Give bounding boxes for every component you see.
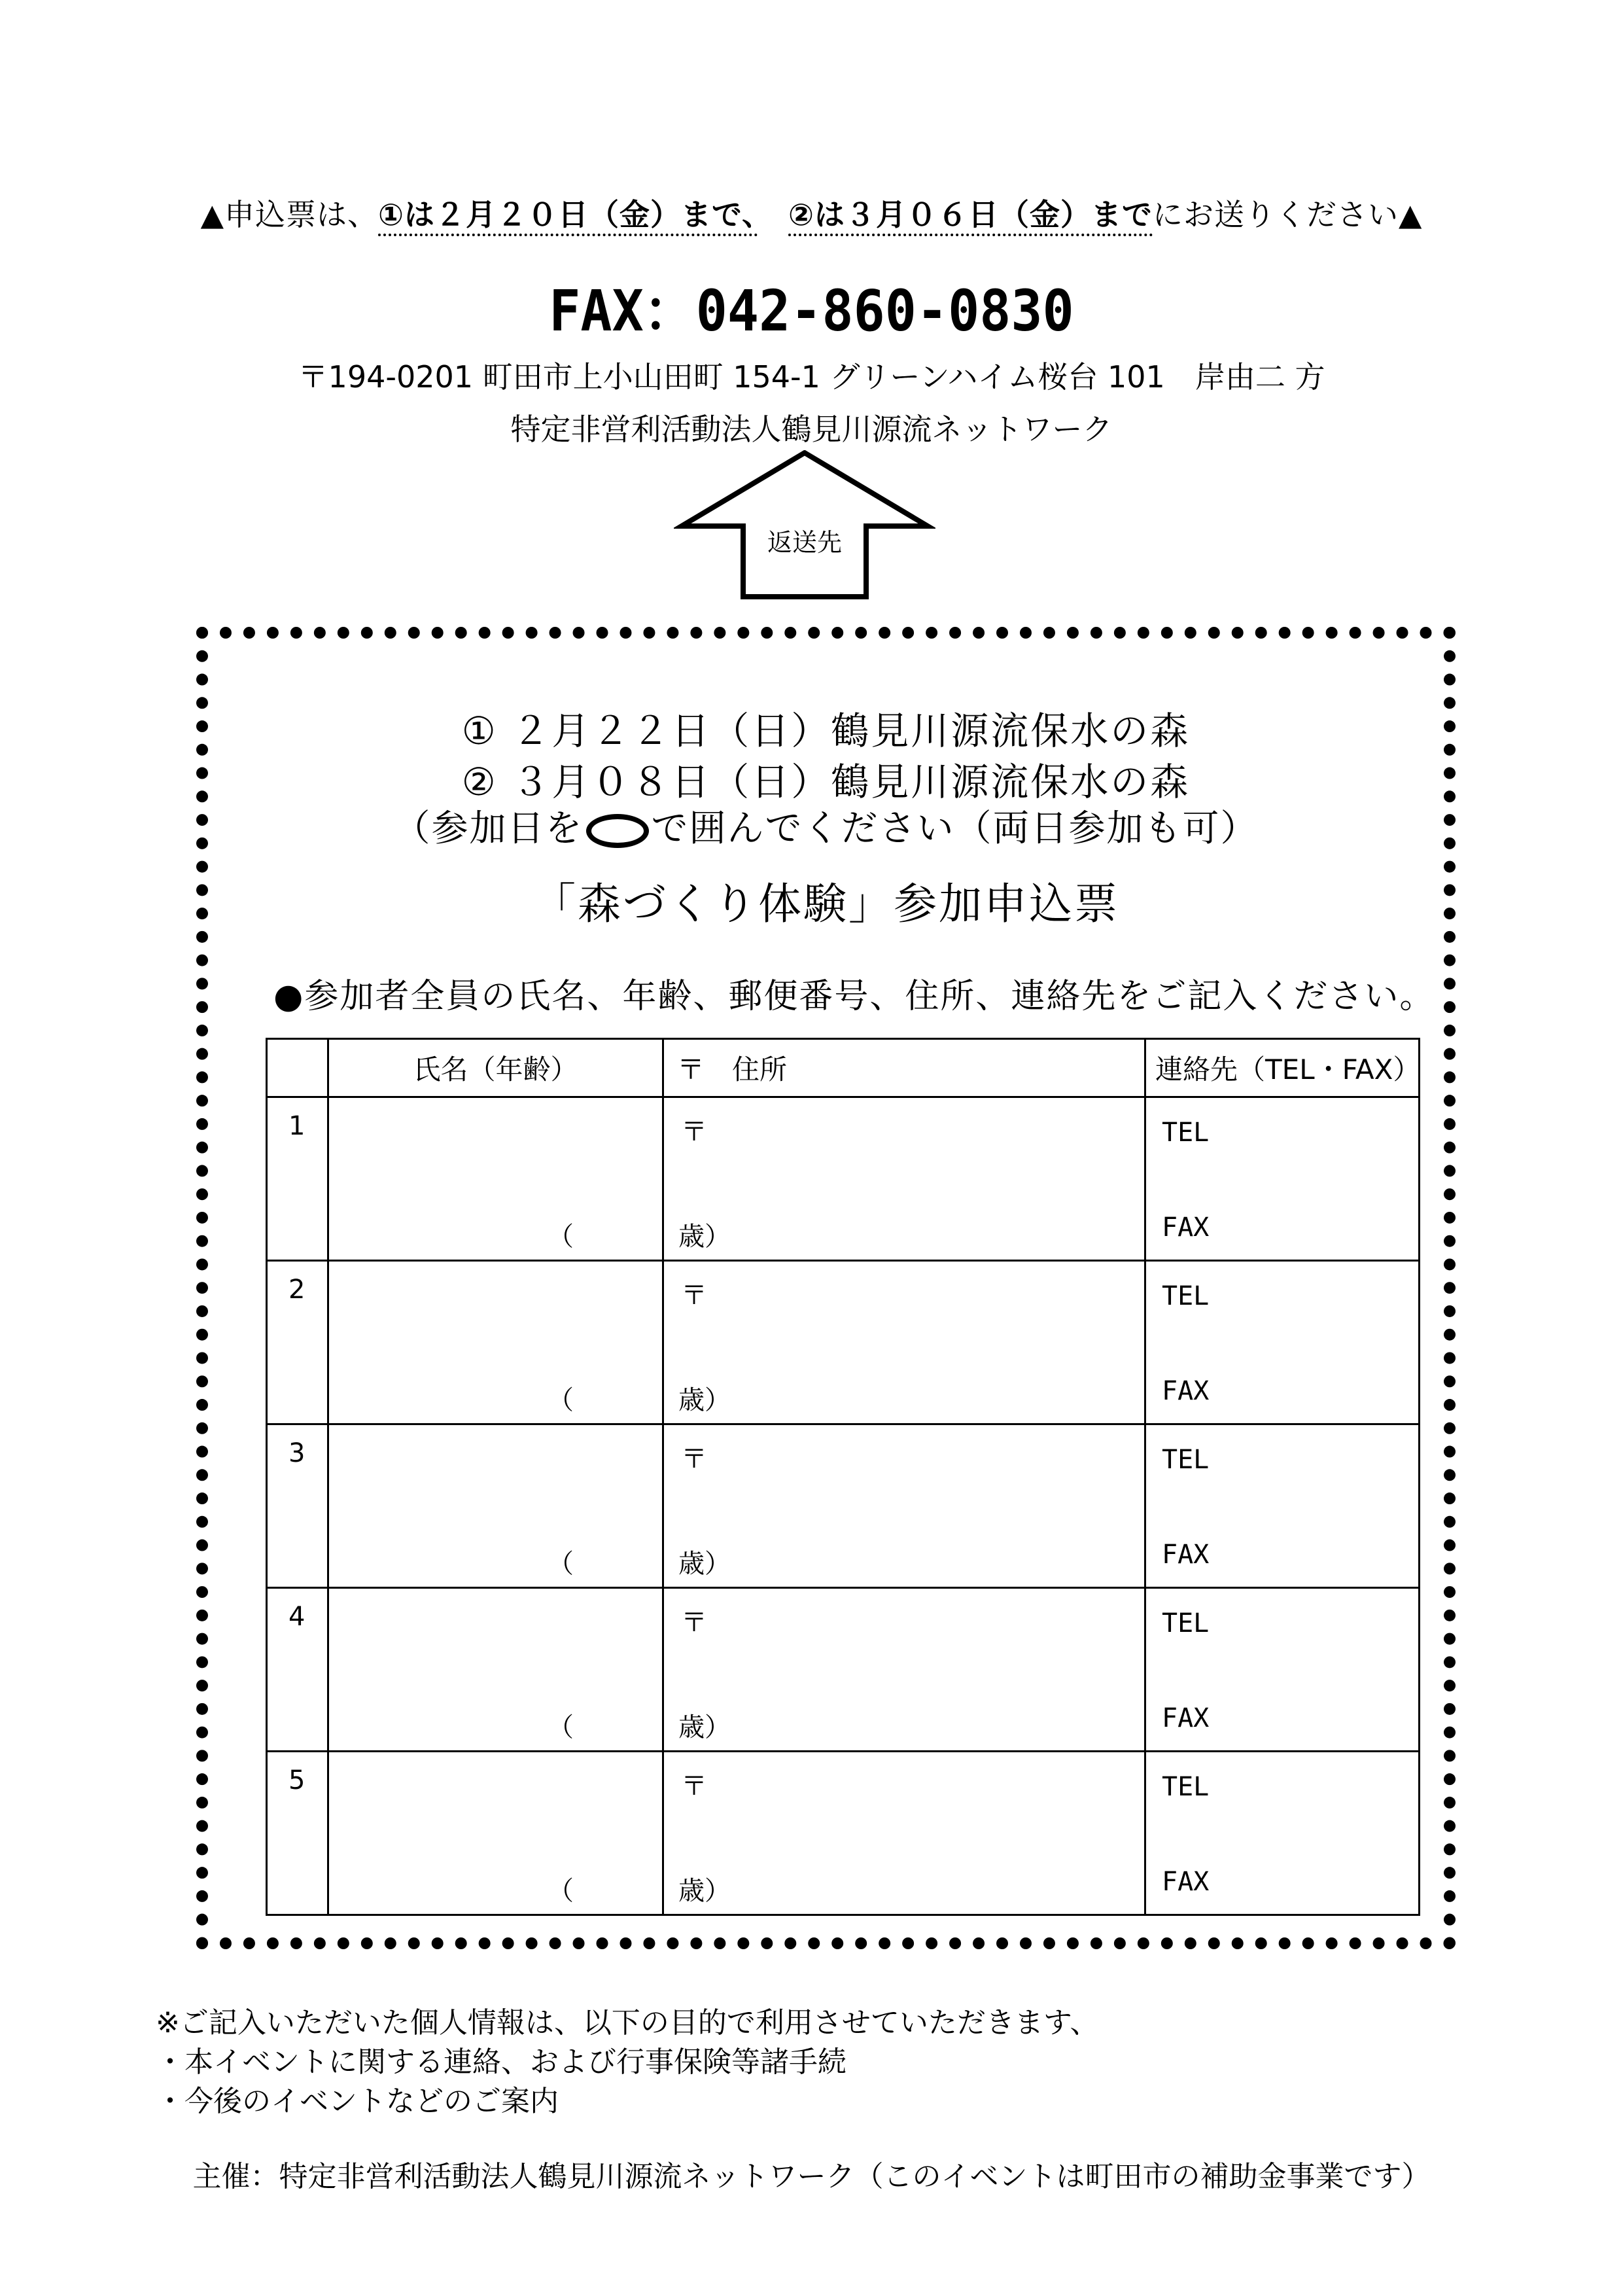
contact-cell[interactable] [1145, 1752, 1420, 1915]
row-number-cell [267, 1424, 328, 1588]
privacy-line: ※ご記入いただいた個人情報は、以下の目的で利用させていただきます、 [156, 2006, 1099, 2040]
row-number-cell [267, 1097, 328, 1261]
row-number: 3 [288, 1438, 305, 1468]
postal-mark: 〒 [681, 1771, 707, 1801]
tel-label: TEL [1162, 1281, 1210, 1311]
postal-mark: 〒 [681, 1280, 707, 1311]
header-number [267, 1039, 328, 1097]
address-cell[interactable] [663, 1261, 1145, 1424]
contact-cell[interactable] [1145, 1097, 1420, 1261]
event-option-1: ① ２月２２日（日）鶴見川源流保水の森 [461, 709, 1191, 753]
tel-label: TEL [1162, 1445, 1210, 1475]
privacy-line: ・本イベントに関する連絡、および行事保険等諸手続 [156, 2045, 846, 2079]
table-row [267, 1097, 1420, 1261]
name-cell[interactable] [328, 1424, 731, 1588]
name-cell[interactable] [328, 1097, 731, 1261]
postal-mark: 〒 [681, 1117, 707, 1147]
fax-label: FAX [1162, 1703, 1210, 1733]
deadline-part1: ①は２月２０日（金）まで、 [378, 197, 758, 236]
fax-label: FAX [1162, 1212, 1210, 1243]
deadline-prefix: ▲申込票は、 [200, 197, 378, 232]
contact-cell[interactable] [1145, 1424, 1420, 1588]
organization-name: 特定非営利活動法人鶴見川源流ネットワーク [510, 412, 1113, 447]
deadline-notice [0, 191, 1623, 234]
row-number: 2 [288, 1275, 305, 1305]
return-destination-label: 返送先 [767, 528, 842, 557]
header-contact: 連絡先（TEL・FAX） [1145, 1039, 1420, 1097]
row-number: 1 [288, 1111, 305, 1141]
address-cell[interactable] [663, 1752, 1145, 1915]
ellipse-icon [586, 814, 649, 848]
tel-label: TEL [1162, 1118, 1210, 1148]
privacy-line: ・今後のイベントなどのご案内 [156, 2085, 559, 2118]
postal-mark: 〒 [681, 1608, 707, 1638]
name-cell[interactable] [328, 1261, 731, 1424]
table-row [267, 1588, 1420, 1752]
privacy-notice [156, 2004, 1098, 2121]
address-cell[interactable] [663, 1424, 1145, 1588]
age-field: （ 歳） [548, 1549, 731, 1579]
tel-label: TEL [1162, 1772, 1210, 1802]
circle-note-before: （参加日を [393, 807, 584, 850]
age-field: （ 歳） [548, 1712, 731, 1742]
name-cell[interactable] [328, 1752, 731, 1915]
row-number-cell [267, 1261, 328, 1424]
row-number: 5 [288, 1765, 305, 1795]
deadline-suffix: にお送りください▲ [1152, 197, 1423, 232]
fill-instruction: ●参加者全員の氏名、年齢、郵便番号、住所、連絡先をご記入ください。 [273, 977, 1435, 1016]
address-cell[interactable] [663, 1588, 1145, 1752]
fax-number: FAX：042-860-0830 [549, 277, 1074, 344]
header-name: 氏名（年齢） [328, 1039, 663, 1097]
table-row [267, 1261, 1420, 1424]
name-cell[interactable] [328, 1588, 731, 1752]
circle-note-after: で囲んでください（両日参加も可） [651, 807, 1259, 850]
organizer-credit: 主催：特定非営利活動法人鶴見川源流ネットワーク（このイベントは町田市の補助金事業です） [192, 2160, 1431, 2193]
table-row [267, 1752, 1420, 1915]
age-field: （ 歳） [548, 1222, 731, 1252]
postal-mark: 〒 [681, 1444, 707, 1474]
header-address: 〒 住所 [663, 1039, 1145, 1097]
return-address: 〒194-0201 町田市上小山田町 154-1 グリーンハイム桜台 101 岸由二 方 [298, 359, 1325, 395]
age-field: （ 歳） [548, 1876, 731, 1906]
row-number-cell [267, 1752, 328, 1915]
fax-label: FAX [1162, 1540, 1210, 1570]
contact-cell[interactable] [1145, 1261, 1420, 1424]
table-header-row [267, 1039, 1420, 1097]
circle-instruction [196, 800, 1456, 852]
contact-cell[interactable] [1145, 1588, 1420, 1752]
age-field: （ 歳） [548, 1385, 731, 1415]
participant-table [266, 1038, 1420, 1916]
address-cell[interactable] [663, 1097, 1145, 1261]
event-option-2: ② ３月０８日（日）鶴見川源流保水の森 [461, 760, 1191, 804]
fax-label: FAX [1162, 1867, 1210, 1897]
deadline-gap [758, 197, 788, 232]
form-title: 「森づくり体験」参加申込票 [532, 879, 1119, 929]
tel-label: TEL [1162, 1608, 1210, 1638]
row-number: 4 [288, 1602, 305, 1632]
row-number-cell [267, 1588, 328, 1752]
table-row [267, 1424, 1420, 1588]
deadline-part2: ②は３月０６日（金）まで [788, 197, 1153, 236]
fax-label: FAX [1162, 1376, 1210, 1406]
